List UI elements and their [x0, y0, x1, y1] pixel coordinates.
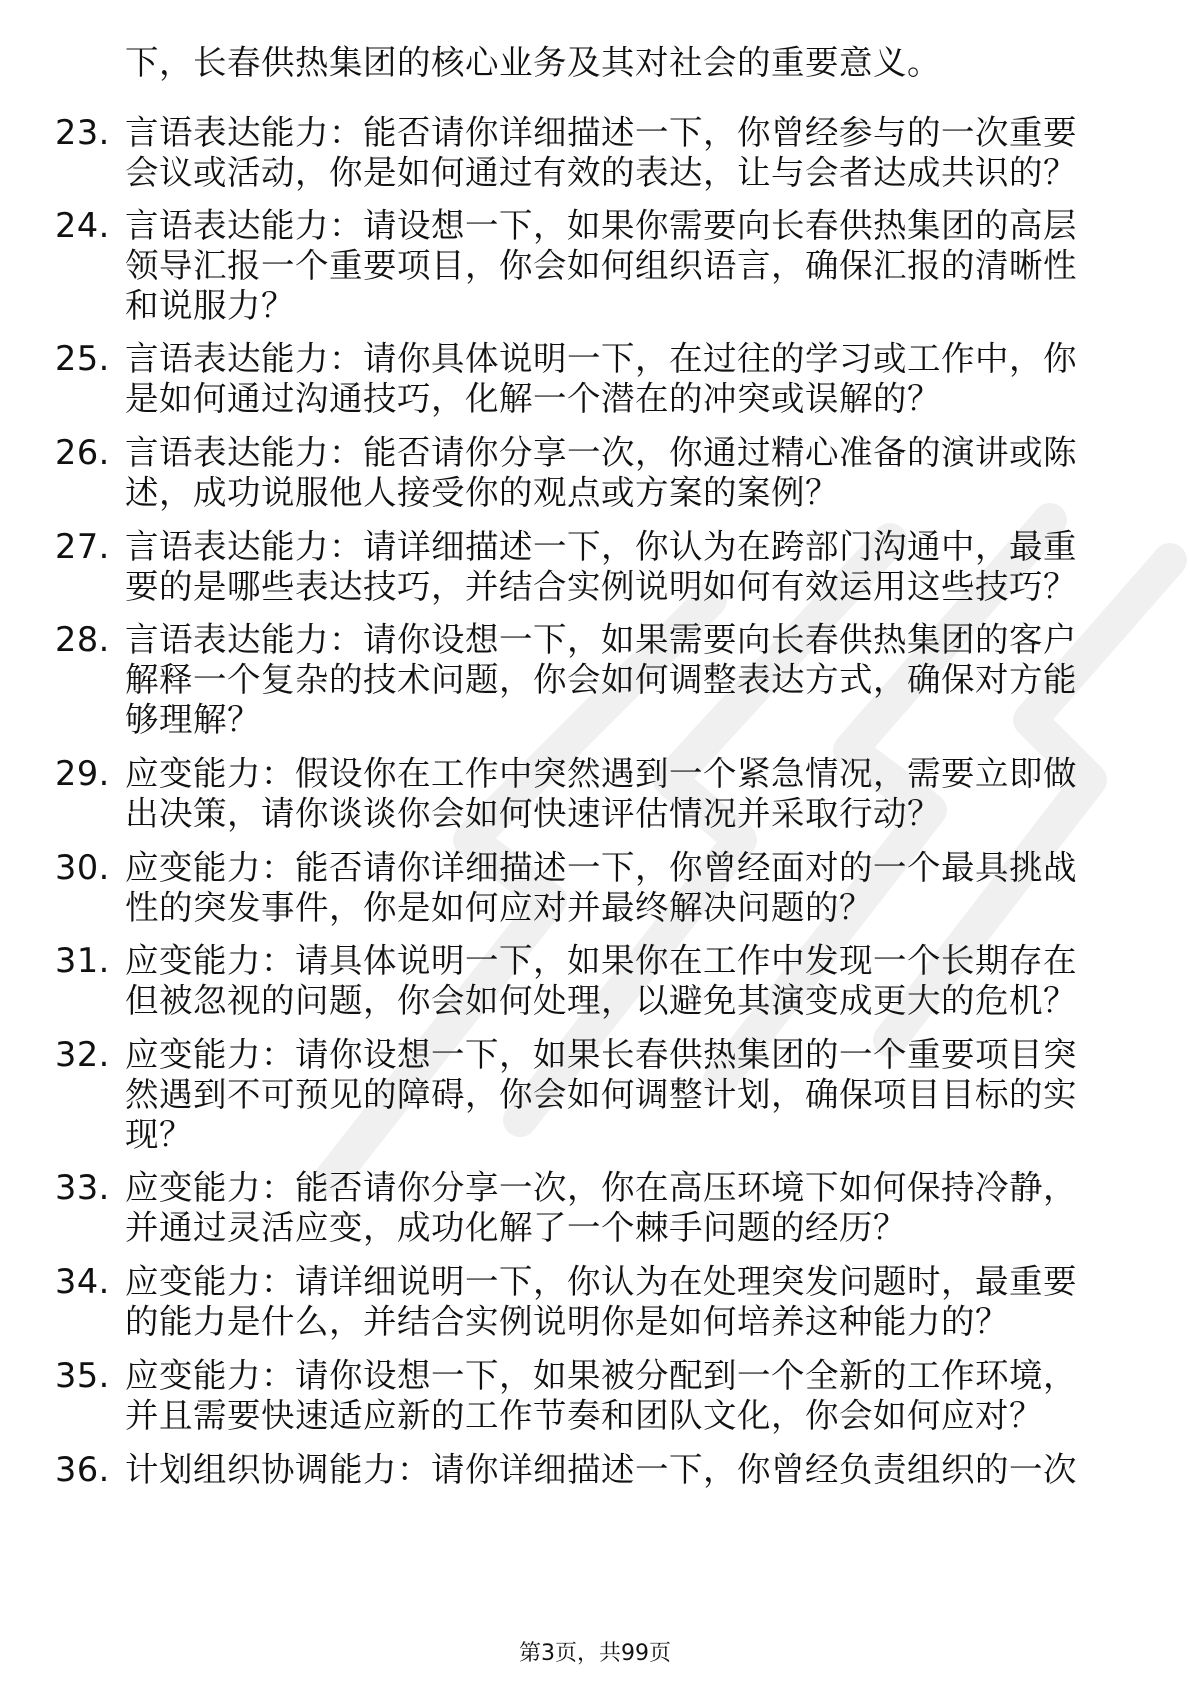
- item-text: 应变能力：请你设想一下，如果长春供热集团的一个重要项目突: [125, 1035, 1077, 1074]
- item-text: 然遇到不可预见的障碍，你会如何调整计划，确保项目目标的实: [125, 1075, 1077, 1114]
- item-text: 言语表达能力：能否请你详细描述一下，你曾经参与的一次重要: [125, 113, 1077, 152]
- item-text: 并且需要快速适应新的工作节奏和团队文化，你会如何应对？: [125, 1396, 1043, 1435]
- item-number: 24.: [55, 206, 110, 245]
- item-number: 27.: [55, 527, 110, 566]
- item-text: 要的是哪些表达技巧，并结合实例说明如何有效运用这些技巧？: [125, 567, 1077, 606]
- item-text: 和说服力？: [125, 286, 295, 325]
- item-text: 言语表达能力：请设想一下，如果你需要向长春供热集团的高层: [125, 206, 1077, 245]
- item-text: 应变能力：能否请你详细描述一下，你曾经面对的一个最具挑战: [125, 848, 1077, 887]
- item-text: 但被忽视的问题，你会如何处理，以避免其演变成更大的危机？: [125, 981, 1077, 1020]
- item-text: 计划组织协调能力：请你详细描述一下，你曾经负责组织的一次: [125, 1450, 1077, 1489]
- document-page: 下，长春供热集团的核心业务及其对社会的重要意义。 23. 言语表达能力：能否请你详细描述一下，你曾经参与的一次重要 会议或活动，你是如何通过有效的表达，让与会者达成共识的？ 24. 言语表达能力：请设想一下，如果你需要向长春供热集团的高层 领导汇报一个重要项目，你会如何组织语言，确保汇报的清晰性 和说服力？ 25. 言语表达能力：请你具体说明一下，在过往的学习或工作中，你 是如何通过沟通技巧，化解一个潜在的冲突或误解的？ 26. 言语表达能力：能否请你分享一次，你通过精心准备的演讲或陈 述，成功说服他人接受你的观点或方案的案例？ 27. 言语表达能力：请详细描述一下，你认为在跨部门沟通中，最重 要的是哪些表达技巧，并结合实例说明如何有效运用这些技巧？ 28. 言语表达能力：请你设想一下，如果需要向长春供热集团的客户 解释一个复杂的技术问题，你会如何调整表达方式，确保对方能 够理解？ 29. 应变能力：假设你在工作中突然遇到一个紧急情况，需要立即做 出决策，请你谈谈你会如何快速评估情况并采取行动？ 30. 应变能力：能否请你详细描述一下，你曾经面对的一个最具挑战 性的突发事件，你是如何应对并最终解决问题的？ 31. 应变能力：请具体说明一下，如果你在工作中发现一个长期存在 但被忽视的问题，你会如何处理，以避免其演变成更大的危机？ 32. 应变能力：请你设想一下，如果长春供热集团的一个重要项目突 然遇到不可预见的障碍，你会如何调整计划，确保项目目标的实 现？ 33. 应变能力：能否请你分享一次，你在高压环境下如何保持冷静， 并通过灵活应变，成功化解了一个棘手问题的经历？ 34. 应变能力：请详细说明一下，你认为在处理突发问题时，最重要 的能力是什么，并结合实例说明你是如何培养这种能力的？ 35. 应变能力：请你设想一下，如果被分配到一个全新的工作环境， 并且需要快速适应新的工作节奏和团队文化，你会如何应对？ 36. 计划组织协调能力：请你详细描述一下，你曾经负责组织的一次 第3页，共99页: [0, 0, 1190, 1684]
- item-text: 言语表达能力：请详细描述一下，你认为在跨部门沟通中，最重: [125, 527, 1077, 566]
- item-text: 言语表达能力：能否请你分享一次，你通过精心准备的演讲或陈: [125, 433, 1077, 472]
- item-number: 33.: [55, 1168, 110, 1207]
- page-number-footer: 第3页，共99页: [519, 1641, 671, 1666]
- item-text: 解释一个复杂的技术问题，你会如何调整表达方式，确保对方能: [125, 660, 1077, 699]
- item-text: 言语表达能力：请你具体说明一下，在过往的学习或工作中，你: [125, 339, 1077, 378]
- item-text: 应变能力：请具体说明一下，如果你在工作中发现一个长期存在: [125, 941, 1077, 980]
- item-text: 应变能力：请详细说明一下，你认为在处理突发问题时，最重要: [125, 1262, 1077, 1301]
- item-number: 23.: [55, 113, 110, 152]
- item-number: 26.: [55, 433, 110, 472]
- item-number: 34.: [55, 1262, 110, 1301]
- item-number: 35.: [55, 1356, 110, 1395]
- item-number: 32.: [55, 1035, 110, 1074]
- item-text: 应变能力：能否请你分享一次，你在高压环境下如何保持冷静，: [125, 1168, 1077, 1207]
- item-text: 性的突发事件，你是如何应对并最终解决问题的？: [125, 888, 873, 927]
- item-number: 31.: [55, 941, 110, 980]
- item-text: 述，成功说服他人接受你的观点或方案的案例？: [125, 473, 839, 512]
- item-text: 应变能力：请你设想一下，如果被分配到一个全新的工作环境，: [125, 1356, 1077, 1395]
- item-text: 的能力是什么，并结合实例说明你是如何培养这种能力的？: [125, 1302, 1009, 1341]
- item-text: 领导汇报一个重要项目，你会如何组织语言，确保汇报的清晰性: [125, 246, 1077, 285]
- item-text: 现？: [125, 1115, 193, 1154]
- item-text: 出决策，请你谈谈你会如何快速评估情况并采取行动？: [125, 794, 941, 833]
- item-number: 36.: [55, 1450, 110, 1489]
- item-number: 28.: [55, 620, 110, 659]
- item-text: 是如何通过沟通技巧，化解一个潜在的冲突或误解的？: [125, 379, 941, 418]
- item-number: 30.: [55, 848, 110, 887]
- item-text: 言语表达能力：请你设想一下，如果需要向长春供热集团的客户: [125, 620, 1077, 659]
- item-number: 29.: [55, 754, 110, 793]
- item-text: 应变能力：假设你在工作中突然遇到一个紧急情况，需要立即做: [125, 754, 1077, 793]
- item-text: 会议或活动，你是如何通过有效的表达，让与会者达成共识的？: [125, 153, 1077, 192]
- item-text: 够理解？: [125, 700, 261, 739]
- item-number: 25.: [55, 339, 110, 378]
- item-text: 并通过灵活应变，成功化解了一个棘手问题的经历？: [125, 1208, 907, 1247]
